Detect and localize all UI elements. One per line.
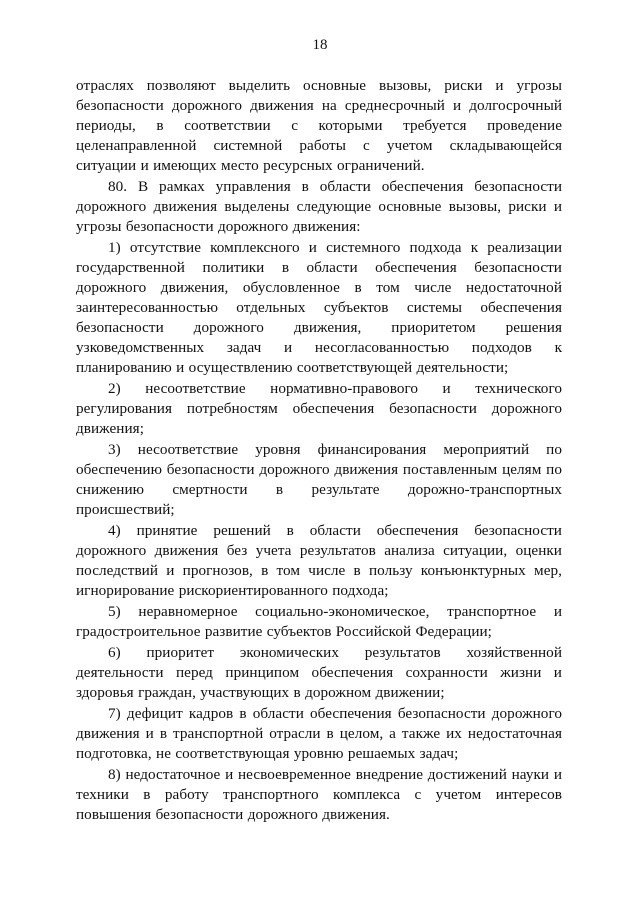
list-item-4: 4) принятие решений в области обеспечения безопасности дорожного движения без учета результатов анализа ситуации, оценки последствий и прогнозов, в том числе в пользу конъюнктурных мер, игнорирование рискориентированного подхода; [76, 522, 562, 599]
page-number: 18 [312, 37, 328, 53]
list-item-3: 3) несоответствие уровня финансирования мероприятий по обеспечению безопасности дорожного движения поставленным целям по снижению смертности в результате дорожно-транспортных происшествий; [76, 441, 562, 518]
list-item-6: 6) приоритет экономических результатов хозяйственной деятельности перед принципом обеспечения сохранности жизни и здоровья граждан, участвующих в дорожном движении; [76, 644, 562, 701]
document-body [76, 76, 562, 825]
list-item-7: 7) дефицит кадров в области обеспечения безопасности дорожного движения и в транспортной отрасли в целом, а также их недостаточная подготовка, не соответствующая уровню решаемых задач; [76, 705, 562, 762]
list-item-5: 5) неравномерное социально-экономическое, транспортное и градостроительное развитие субъектов Российской Федерации; [76, 603, 562, 640]
list-item-8: 8) недостаточное и несвоевременное внедрение достижений науки и техники в работу транспортного комплекса с учетом интересов повышения безопасности дорожного движения. [76, 766, 562, 823]
list-item-1: 1) отсутствие комплексного и системного подхода к реализации государственной политики в области обеспечения безопасности дорожного движения, обусловленное в том числе недостаточной заинтересованностью отдельных субъектов системы обеспечения безопасности дорожного движения, приоритетом решения узковедомственных задач и несогласованностью подходов к планированию и осуществлению соответствующей деятельности; [76, 239, 562, 376]
paragraph-80: 80. В рамках управления в области обеспечения безопасности дорожного движения выделены следующие основные вызовы, риски и угрозы безопасности дорожного движения: [76, 178, 562, 235]
list-item-2: 2) несоответствие нормативно-правового и технического регулирования потребностям обеспечения безопасности дорожного движения; [76, 380, 562, 437]
paragraph-continuation: отраслях позволяют выделить основные вызовы, риски и угрозы безопасности дорожного движения на среднесрочный и долгосрочный периоды, в соответствии с которыми требуется проведение целенаправленной системной работы с учетом складывающейся ситуации и имеющих место ресурсных ограничений. [76, 77, 562, 174]
